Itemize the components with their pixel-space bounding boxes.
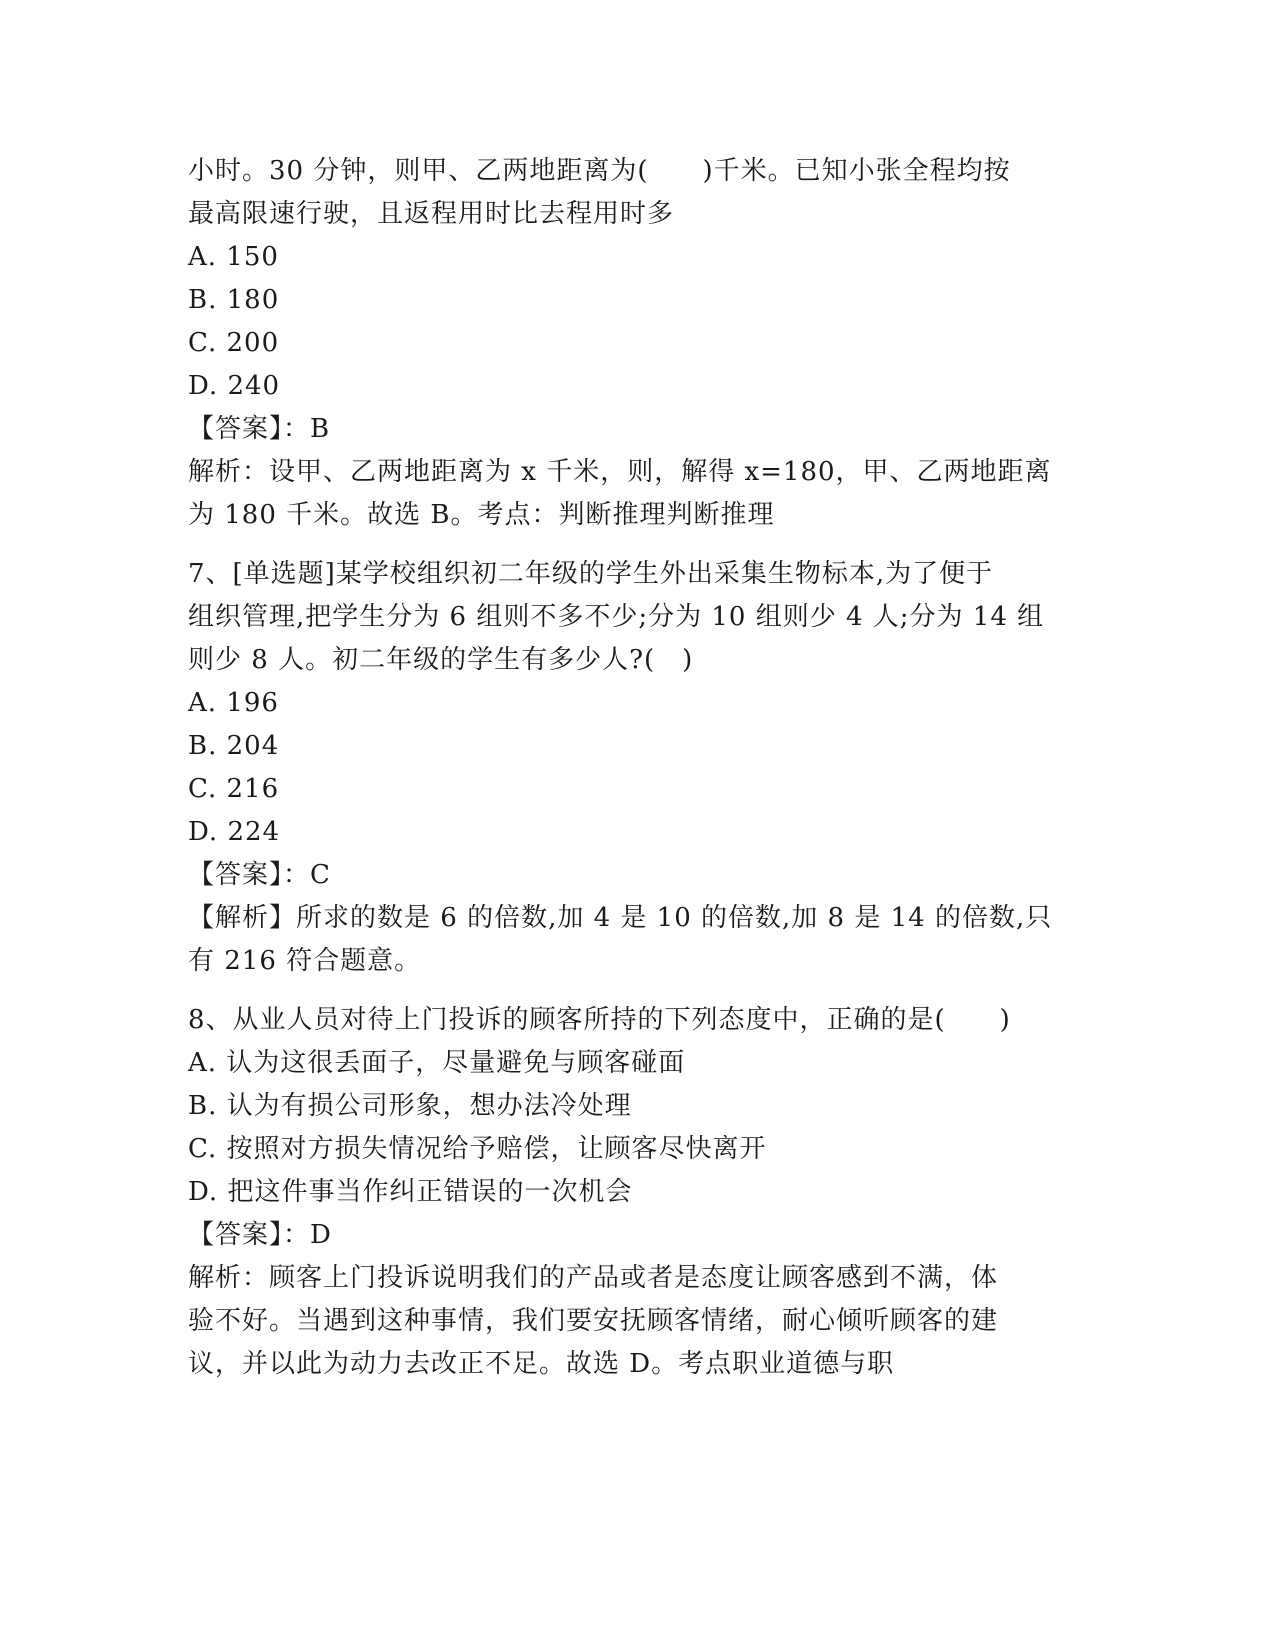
question-6-option-b: B. 180 — [188, 285, 280, 315]
question-8-block — [188, 999, 1088, 1386]
question-6-option-d: D. 240 — [188, 371, 281, 401]
question-7-option-b: B. 204 — [188, 731, 280, 761]
spacer — [188, 983, 1088, 999]
question-7-option-a: A. 196 — [188, 688, 279, 718]
question-6-stem-line-1: 小时。30 分钟，则甲、乙两地距离为( )千米。已知小张全程均按 — [188, 156, 1011, 186]
question-8-analysis-line-1: 解析：顾客上门投诉说明我们的产品或者是态度让顾客感到不满，体 — [188, 1263, 999, 1293]
question-8-stem-line-1: 8、从业人员对待上门投诉的顾客所持的下列态度中，正确的是( ) — [188, 1005, 1011, 1035]
question-8-analysis-line-2: 验不好。当遇到这种事情，我们要安抚顾客情绪，耐心倾听顾客的建 — [188, 1306, 999, 1336]
question-8-analysis-line-3: 议，并以此为动力去改正不足。故选 D。考点职业道德与职 — [188, 1349, 895, 1379]
question-6-answer: 【答案】：B — [188, 414, 331, 444]
question-7-option-d: D. 224 — [188, 817, 281, 847]
question-6-stem-line-2: 最高限速行驶，且返程用时比去程用时多 — [188, 199, 675, 229]
question-7-stem-line-3: 则少 8 人。初二年级的学生有多少人?( ) — [188, 645, 694, 675]
question-7-stem-line-1: 7、[单选题]某学校组织初二年级的学生外出采集生物标本,为了便于 — [188, 559, 994, 589]
question-6-option-c: C. 200 — [188, 328, 280, 358]
question-6-analysis-line-1: 解析：设甲、乙两地距离为 x 千米，则，解得 x=180，甲、乙两地距离 — [188, 457, 1052, 487]
question-7-analysis-line-1: 【解析】所求的数是 6 的倍数,加 4 是 10 的倍数,加 8 是 14 的倍数,只 — [188, 903, 1053, 933]
question-8-option-b: B. 认为有损公司形象，想办法冷处理 — [188, 1091, 632, 1121]
question-7-option-c: C. 216 — [188, 774, 280, 804]
spacer — [188, 537, 1088, 553]
page-content — [188, 150, 1088, 1386]
question-6-analysis-line-2: 为 180 千米。故选 B。考点：判断推理判断推理 — [188, 500, 775, 530]
question-7-answer: 【答案】：C — [188, 860, 331, 890]
question-6-option-a: A. 150 — [188, 242, 279, 272]
question-8-option-d: D. 把这件事当作纠正错误的一次机会 — [188, 1177, 633, 1207]
question-7-block — [188, 553, 1088, 983]
question-6-block — [188, 150, 1088, 537]
question-8-answer: 【答案】：D — [188, 1220, 332, 1250]
question-7-analysis-line-2: 有 216 符合题意。 — [188, 946, 422, 976]
question-8-option-c: C. 按照对方损失情况给予赔偿，让顾客尽快离开 — [188, 1134, 767, 1164]
question-8-option-a: A. 认为这很丢面子，尽量避免与顾客碰面 — [188, 1048, 686, 1078]
question-7-stem-line-2: 组织管理,把学生分为 6 组则不多不少;分为 10 组则少 4 人;分为 14 组 — [188, 602, 1045, 632]
